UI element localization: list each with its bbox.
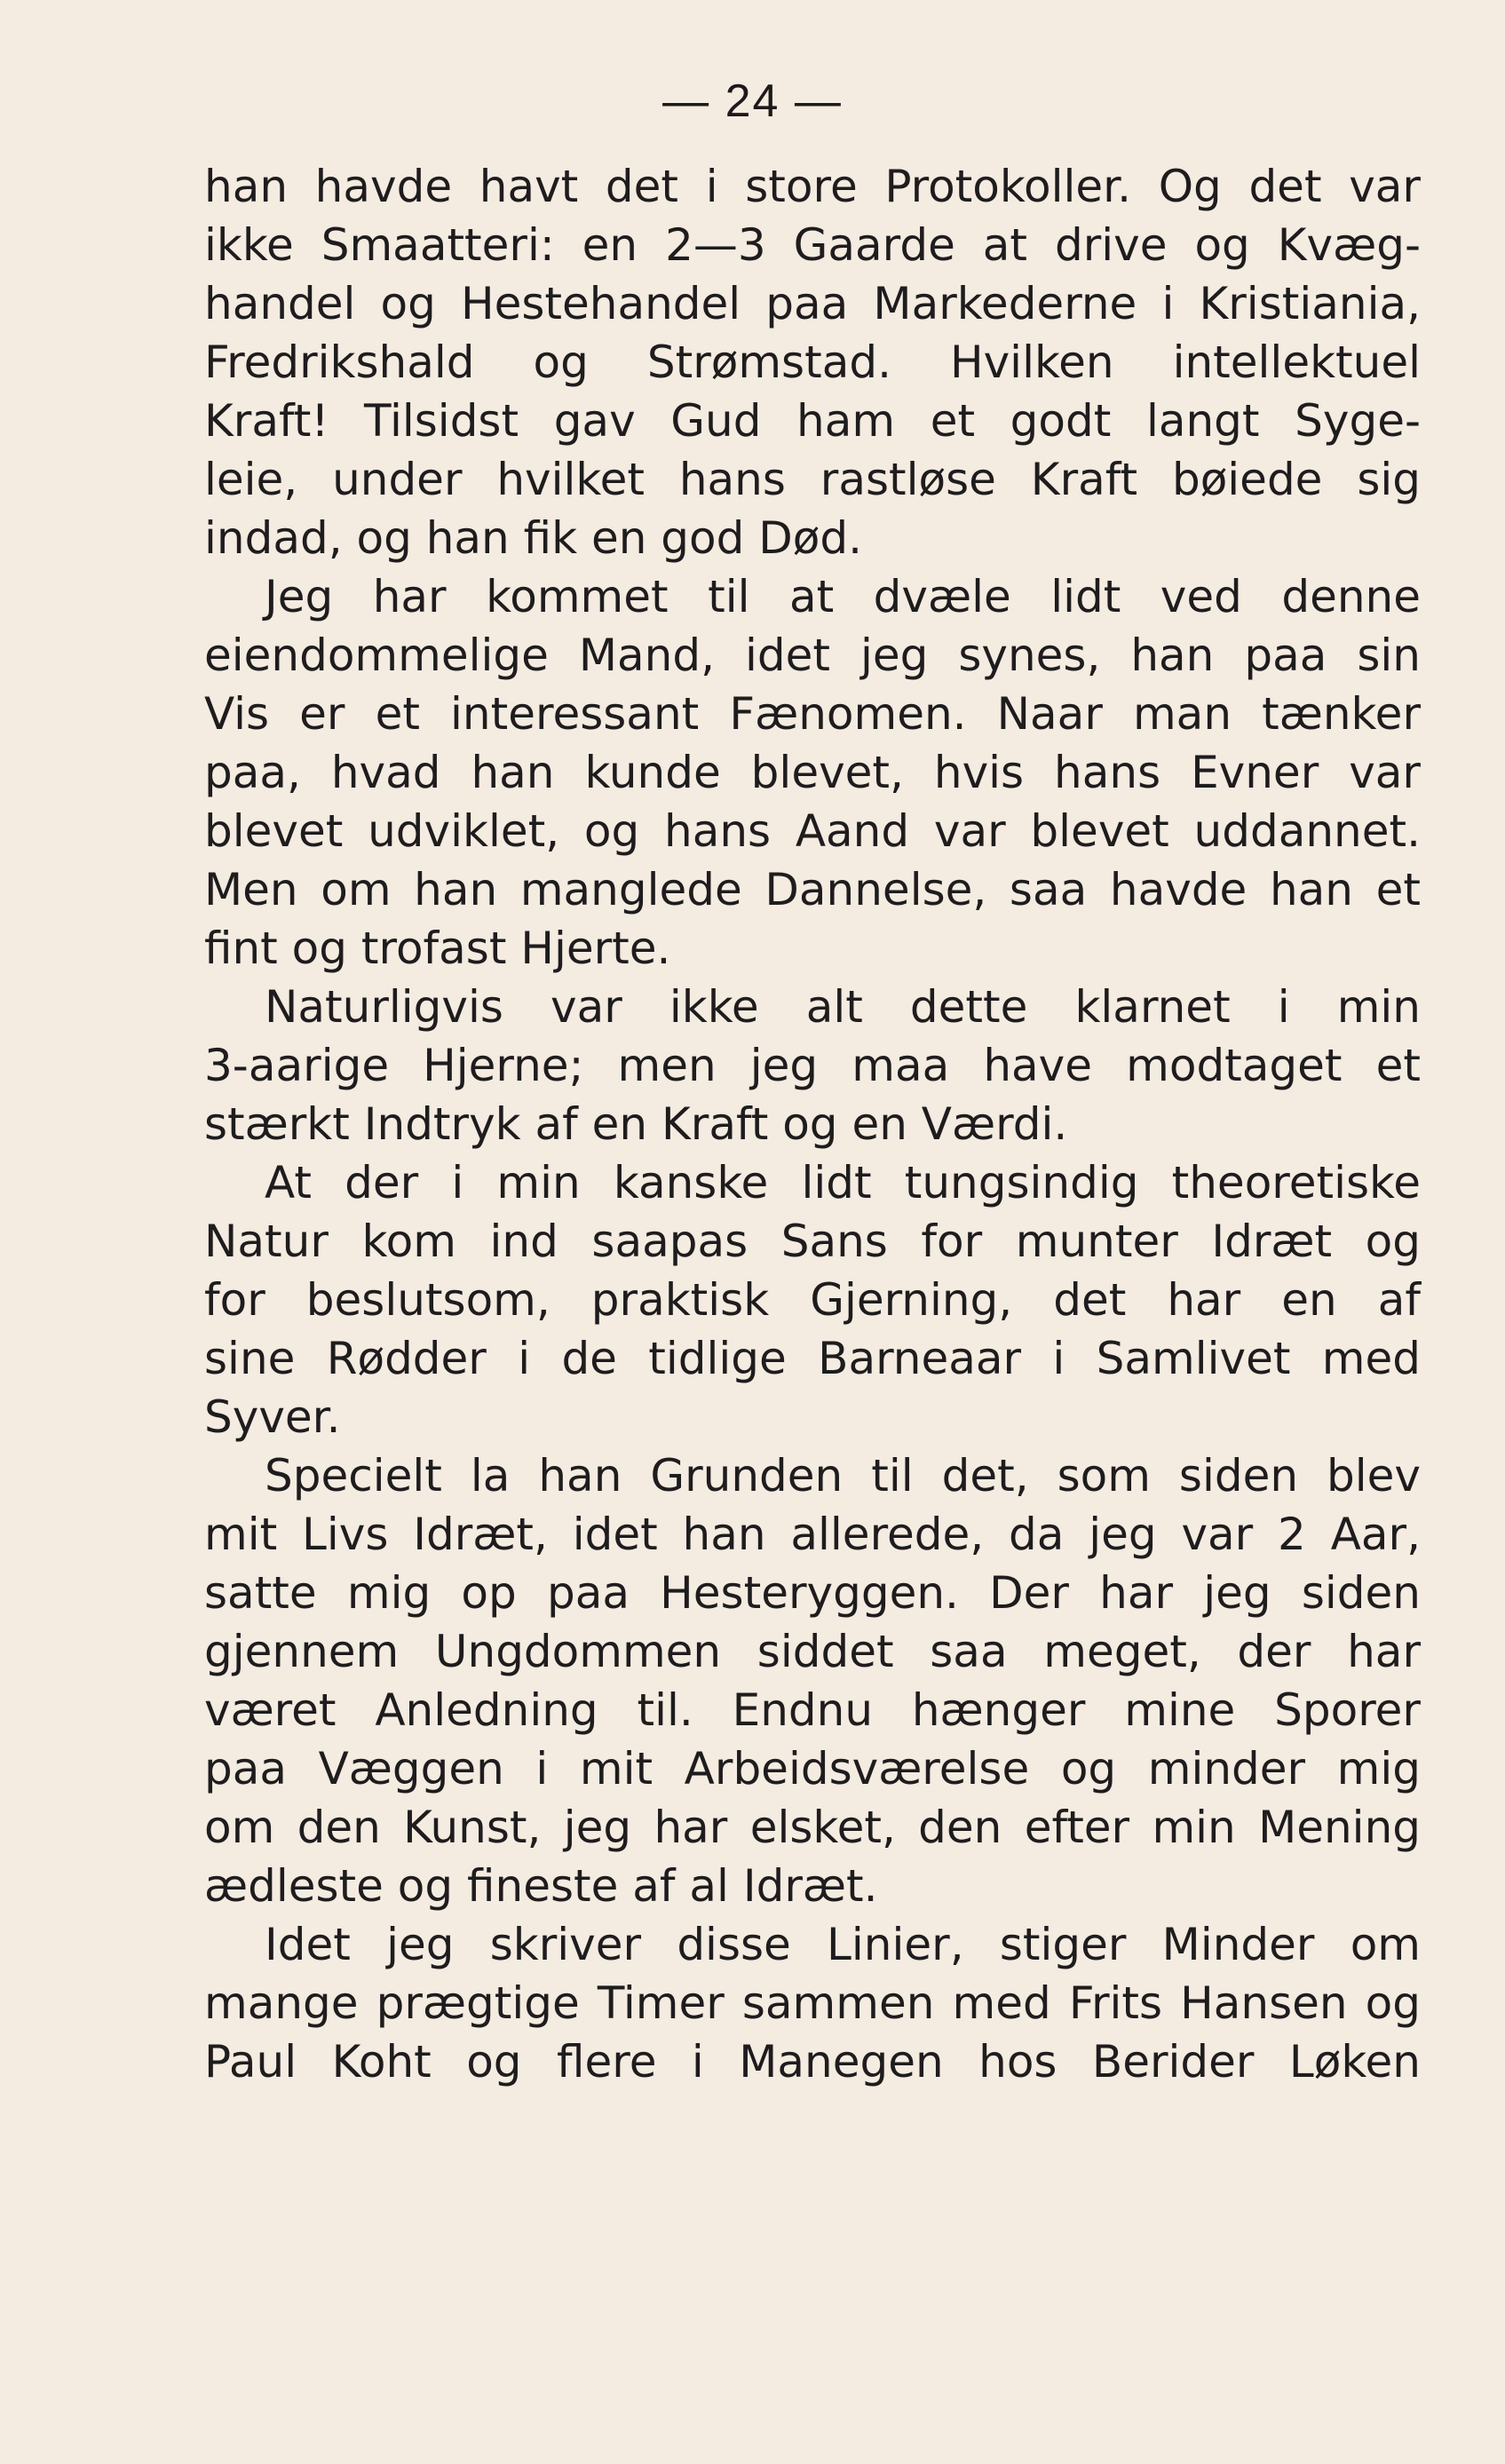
text-line: Natur kom ind saapas Sans for munter Idræt og <box>204 1216 1421 1267</box>
text-line: Syver. <box>204 1391 341 1443</box>
text-line: 3-aarige Hjerne; men jeg maa have modtaget et <box>204 1040 1421 1091</box>
text-line: satte mig op paa Hesteryggen. Der har jeg siden <box>204 1567 1421 1619</box>
text-line: ædleste og fineste af al Idræt. <box>204 1860 878 1912</box>
text-line: stærkt Indtryk af en Kraft og en Værdi. <box>204 1098 1068 1150</box>
paragraph-start-line: Naturligvis var ikke alt dette klarnet i min <box>265 981 1421 1033</box>
text-line: været Anledning til. Endnu hænger mine Sporer <box>204 1684 1421 1736</box>
text-line: gjennem Ungdommen siddet saa meget, der har <box>204 1626 1421 1677</box>
text-line: for beslutsom, praktisk Gjerning, det har en af <box>204 1274 1421 1326</box>
text-line: leie, under hvilket hans rastløse Kraft bøiede sig <box>204 454 1421 505</box>
text-line: fint og trofast Hjerte. <box>204 923 671 974</box>
text-line: indad, og han fik en god Død. <box>204 512 862 564</box>
text-line: Vis er et interessant Fænomen. Naar man tænker <box>204 688 1421 740</box>
text-line: eiendommelige Mand, idet jeg synes, han paa sin <box>204 630 1421 681</box>
text-line: ikke Smaatteri: en 2—3 Gaarde at drive og Kvæg- <box>204 219 1421 271</box>
text-line: paa, hvad han kunde blevet, hvis hans Evner var <box>204 747 1421 798</box>
page-number: — 24 — <box>662 75 843 127</box>
paragraph-start-line: Idet jeg skriver disse Linier, stiger Minder om <box>265 1919 1421 1970</box>
text-line: Paul Koht og flere i Manegen hos Berider Løken <box>204 2036 1421 2088</box>
text-line: sine Rødder i de tidlige Barneaar i Samlivet med <box>204 1333 1421 1384</box>
text-line: Kraft! Tilsidst gav Gud ham et godt langt Syge- <box>204 395 1421 447</box>
text-line: handel og Hestehandel paa Markederne i Kristiania, <box>204 278 1421 329</box>
text-line: om den Kunst, jeg har elsket, den efter min Mening <box>204 1802 1421 1853</box>
text-line: Men om han manglede Dannelse, saa havde han et <box>204 864 1421 915</box>
paragraph-start-line: At der i min kanske lidt tungsindig theoretiske <box>265 1157 1421 1208</box>
paragraph-start-line: Jeg har kommet til at dvæle lidt ved denne <box>265 571 1421 622</box>
text-line: mit Livs Idræt, idet han allerede, da jeg var 2 Aar, <box>204 1509 1421 1560</box>
text-line: han havde havt det i store Protokoller. Og det var <box>204 161 1421 212</box>
paragraph-start-line: Specielt la han Grunden til det, som siden blev <box>265 1450 1421 1501</box>
text-line: blevet udviklet, og hans Aand var blevet uddannet. <box>204 805 1421 857</box>
text-line: paa Væggen i mit Arbeidsværelse og minder mig <box>204 1743 1421 1795</box>
text-line: mange prægtige Timer sammen med Frits Hansen og <box>204 1977 1421 2029</box>
text-line: Fredrikshald og Strømstad. Hvilken intellektuel <box>204 337 1421 388</box>
